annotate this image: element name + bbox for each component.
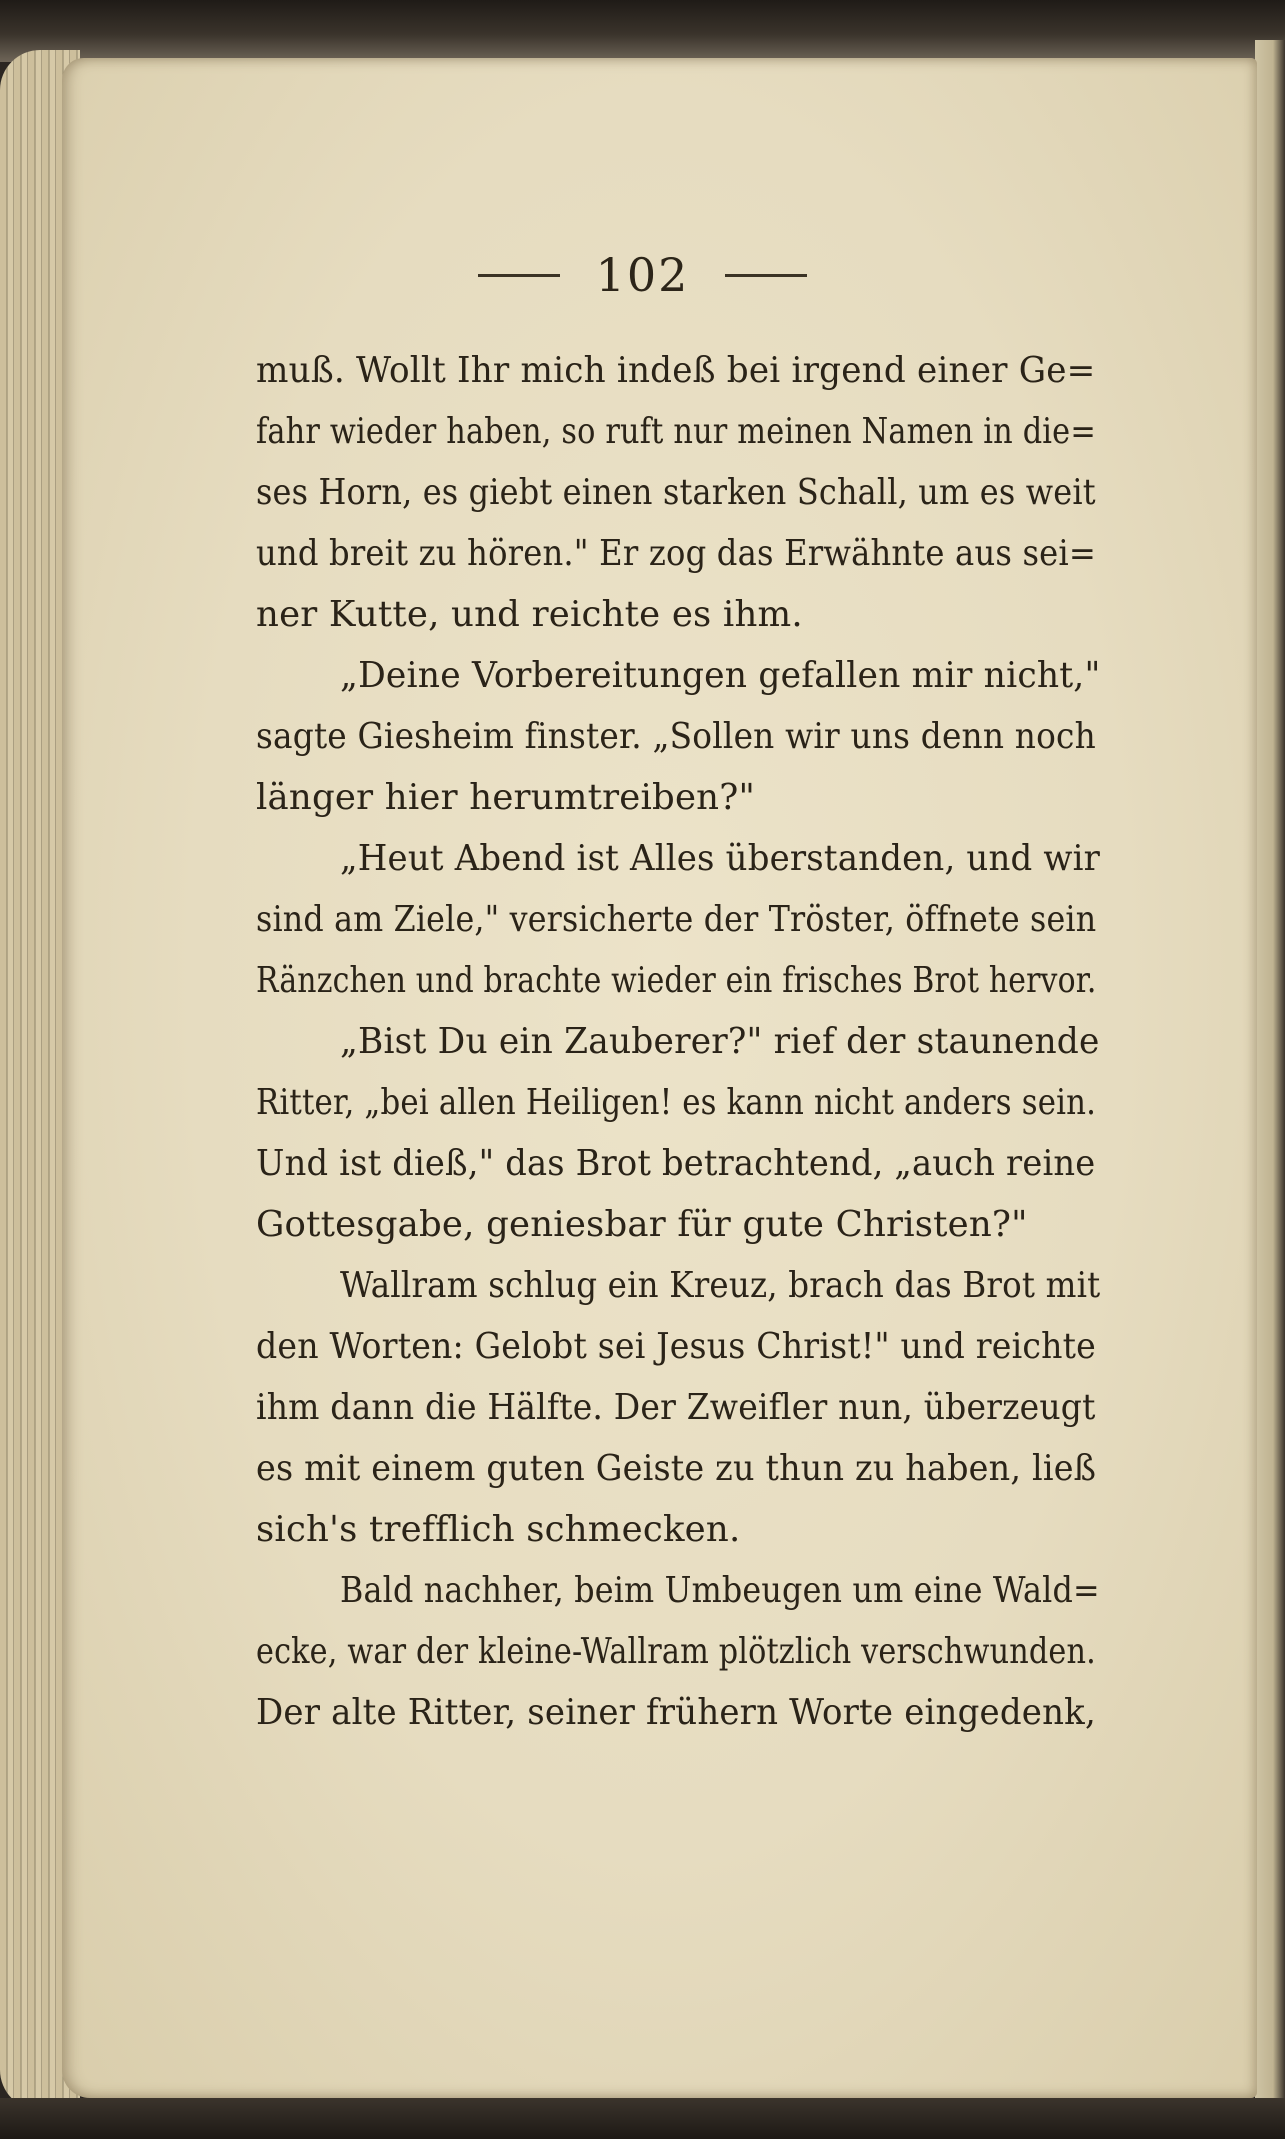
right-page-edge [1255, 40, 1285, 2120]
text-line-13: Ritter, „bei allen Heiligen! es kann nicht anders sein. [256, 1082, 1097, 1123]
text-line-17: den Worten: Gelobt sei Jesus Christ!" und reichte [256, 1326, 1097, 1367]
text-line-22: ecke, war der kleine-Wallram plötzlich verschwunden. [256, 1631, 1096, 1672]
text-line-21: Bald nachher, beim Umbeugen um eine Wald= [340, 1570, 1100, 1611]
text-line-19: es mit einem guten Geiste zu thun zu haben, ließ [256, 1448, 1097, 1489]
text-line-6: „Deine Vorbereitungen gefallen mir nicht," [340, 655, 1101, 696]
text-line-23: Der alte Ritter, seiner frühern Worte eingedenk, [256, 1692, 1096, 1733]
text-line-9: „Heut Abend ist Alles überstanden, und wir [340, 838, 1101, 879]
text-line-7: sagte Giesheim finster. „Sollen wir uns denn noch [256, 716, 1096, 757]
text-line-12: „Bist Du ein Zauberer?" rief der staunende [340, 1021, 1100, 1062]
text-line-4: und breit zu hören." Er zog das Erwähnte aus sei= [256, 533, 1097, 574]
scan-background [0, 2098, 1285, 2139]
header-rule-right [725, 274, 807, 277]
text-line-20: sich's trefflich schmecken. [256, 1509, 741, 1550]
page-number: 102 [595, 248, 690, 302]
text-line-11: Ränzchen und brachte wieder ein frisches Brot hervor. [256, 960, 1097, 1001]
text-line-18: ihm dann die Hälfte. Der Zweifler nun, überzeugt [256, 1387, 1096, 1428]
text-line-16: Wallram schlug ein Kreuz, brach das Brot mit [340, 1265, 1101, 1306]
text-line-15: Gottesgabe, geniesbar für gute Christen?" [256, 1204, 1028, 1245]
text-line-3: ses Horn, es giebt einen starken Schall, um es weit [256, 472, 1096, 513]
text-line-5: ner Kutte, und reichte es ihm. [256, 594, 803, 635]
header-rule-left [478, 274, 560, 277]
text-line-2: fahr wieder haben, so ruft nur meinen Namen in die= [256, 411, 1096, 452]
text-line-8: länger hier herumtreiben?" [256, 777, 755, 818]
text-line-10: sind am Ziele," versicherte der Tröster, öffnete sein [256, 899, 1097, 940]
text-line-14: Und ist dieß," das Brot betrachtend, „auch reine [256, 1143, 1096, 1184]
page-header [0, 248, 1285, 302]
book-cover-edge [0, 0, 1285, 62]
text-line-1: muß. Wollt Ihr mich indeß bei irgend einer Ge= [256, 350, 1096, 391]
